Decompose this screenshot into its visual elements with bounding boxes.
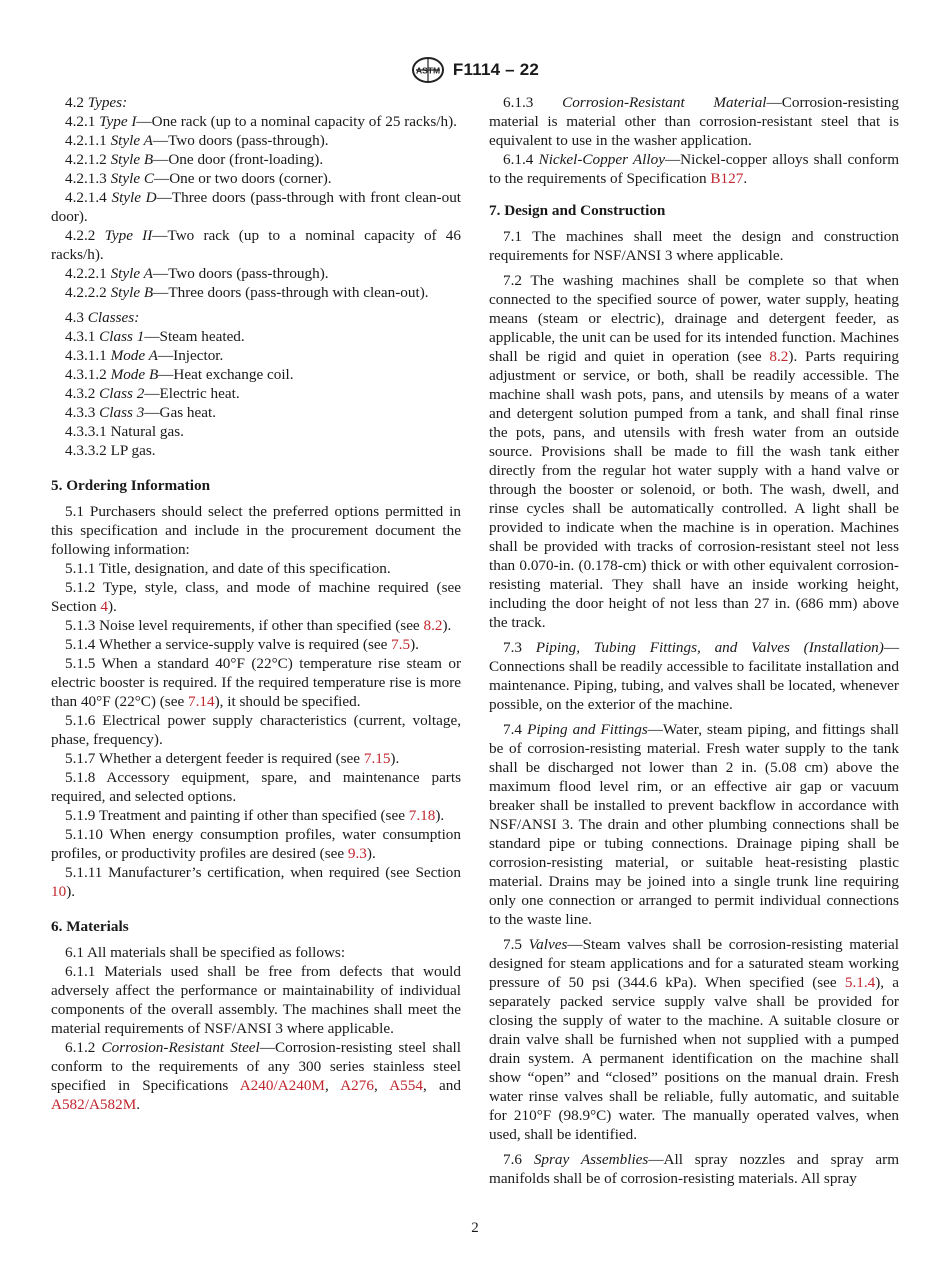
clause-4-2-1-2: 4.2.1.2 Style B—One door (front-loading). <box>65 151 324 168</box>
ref-7-18-link[interactable]: 7.18 <box>408 807 436 824</box>
clause-4-3-1-2: 4.3.1.2 Mode B—Heat exchange coil. <box>65 366 294 383</box>
clause-5-1-11: 5.1.11 Manufacturer’s certification, when required (see Section 10). <box>51 864 461 900</box>
section-6-heading: 6. Materials <box>51 918 129 935</box>
ref-a554-link[interactable]: A554 <box>389 1077 423 1094</box>
clause-4-2-1-1: 4.2.1.1 Style A—Two doors (pass-through). <box>65 132 329 149</box>
clause-5-1: 5.1 Purchasers should select the preferred options permitted in this specification and include in the procurement document the following information: <box>51 503 461 558</box>
clause-4-3-3-2: 4.3.3.2 LP gas. <box>65 442 156 459</box>
clause-6-1-2: 6.1.2 Corrosion-Resistant Steel—Corrosion-resisting steel shall conform to the requirements of any 300 series stainless steel specified in Specifications A240/A240M, A276, A554, and A582/A582M. <box>51 1039 461 1113</box>
svg-text:ASTM: ASTM <box>415 65 440 76</box>
astm-logo-icon <box>411 56 445 84</box>
ref-a582-link[interactable]: A582/A582M <box>51 1096 137 1113</box>
clause-4-2-1-3: 4.2.1.3 Style C—One or two doors (corner). <box>65 170 332 187</box>
clause-4-2-2-2: 4.2.2.2 Style B—Three doors (pass-through with clean-out). <box>65 284 429 301</box>
left-column <box>51 93 461 1114</box>
clause-5-1-7: 5.1.7 Whether a detergent feeder is required (see 7.15). <box>65 750 400 767</box>
clause-7-4: 7.4 Piping and Fittings—Water, steam piping, and fittings shall be of corrosion-resisting material. Fresh water supply to the tank shall be discharged not lower than 2 in. (5.08 cm) above the maximum flood level rim, or an effective air gap or vacuum breaker shall be installed to prevent backflow in accordance with NSF/ANSI 3. The drain and other plumbing connections shall be standard pipe or tubing connections. Drainage piping shall be corrosion-resisting material, or suitable heat-resisting plastic material. Drains may be joined into a single trunk line requiring only one connection or arranged to permit individual connections to the waste line. <box>489 721 900 928</box>
ref-7-5-link[interactable]: 7.5 <box>391 636 411 653</box>
section-7-heading: 7. Design and Construction <box>489 202 666 219</box>
right-column <box>489 93 899 1188</box>
section-5-heading: 5. Ordering Information <box>51 477 211 494</box>
ref-8-2-link[interactable]: 8.2 <box>423 617 443 634</box>
clause-4-2-1: 4.2.1 Type I—One rack (up to a nominal capacity of 25 racks/h). <box>65 113 457 130</box>
clause-4-3-3-1: 4.3.3.1 Natural gas. <box>65 423 184 440</box>
clause-4-2-1-4: 4.2.1.4 Style D—Three doors (pass-through with front clean-out door). <box>51 189 462 225</box>
ref-7-14-link[interactable]: 7.14 <box>188 693 215 710</box>
clause-5-1-3: 5.1.3 Noise level requirements, if other than specified (see 8.2). <box>65 617 452 634</box>
ref-a240-link[interactable]: A240/A240M <box>239 1077 325 1094</box>
clause-6-1-1: 6.1.1 Materials used shall be free from defects that would adversely affect the performance or maintainability of individual components of the overall assembly. The machines shall meet the material requirements of NSF/ANSI 3 where applicable. <box>51 963 461 1037</box>
clause-4-2: 4.2 Types: <box>65 94 128 111</box>
clause-5-1-4: 5.1.4 Whether a service-supply valve is required (see 7.5). <box>65 636 419 653</box>
clause-5-1-9: 5.1.9 Treatment and painting if other than specified (see 7.18). <box>65 807 445 824</box>
clause-5-1-10: 5.1.10 When energy consumption profiles, water consumption profiles, or productivity profiles are desired (see 9.3). <box>51 826 461 862</box>
ref-9-3-link[interactable]: 9.3 <box>347 845 367 862</box>
clause-4-3: 4.3 Classes: <box>65 309 140 326</box>
clause-6-1: 6.1 All materials shall be specified as follows: <box>65 944 346 961</box>
clause-4-2-2-1: 4.2.2.1 Style A—Two doors (pass-through). <box>65 265 329 282</box>
ref-a276-link[interactable]: A276 <box>340 1077 374 1094</box>
clause-5-1-6: 5.1.6 Electrical power supply characteristics (current, voltage, phase, frequency). <box>51 712 461 748</box>
clause-4-3-1-1: 4.3.1.1 Mode A—Injector. <box>65 347 224 364</box>
ref-8-2-link[interactable]: 8.2 <box>769 348 789 365</box>
ref-7-15-link[interactable]: 7.15 <box>363 750 391 767</box>
clause-7-6: 7.6 Spray Assemblies—All spray nozzles and spray arm manifolds shall be of corrosion-resisting materials. All spray <box>489 1151 900 1187</box>
page-number: 2 <box>471 1220 479 1236</box>
clause-4-3-1: 4.3.1 Class 1—Steam heated. <box>65 328 245 345</box>
clause-5-1-2: 5.1.2 Type, style, class, and mode of machine required (see Section 4). <box>51 579 461 615</box>
ref-section-10-link[interactable]: 10 <box>51 883 67 900</box>
clause-4-3-2: 4.3.2 Class 2—Electric heat. <box>65 385 240 402</box>
clause-5-1-1: 5.1.1 Title, designation, and date of this specification. <box>65 560 391 577</box>
clause-7-1: 7.1 The machines shall meet the design and construction requirements for NSF/ANSI 3 where applicable. <box>489 228 899 264</box>
ref-section-4-link[interactable]: 4 <box>100 598 108 615</box>
clause-5-1-8: 5.1.8 Accessory equipment, spare, and maintenance parts required, and selected options. <box>51 769 461 805</box>
clause-7-5: 7.5 Valves—Steam valves shall be corrosion-resisting material designed for steam applications and for a saturated steam working pressure of 50 psi (344.6 kPa). When specified (see 5.1.4), a separately packed service supply valve shall be provided for closing the supply of water to the machine. A suitable closure or drain valve shall be furnished when not supplied with a pumped drain system. A permanent identification on the machine shall show “open” and “closed” positions on the manual drain. Fresh water rinse valves shall be reliable, fully automatic, and suitable for 210°F (98.9°C) water. The manually operated valves, when used, shall be identified. <box>489 936 900 1143</box>
page-header <box>0 56 950 89</box>
ref-b127-link[interactable]: B127 <box>710 170 744 187</box>
clause-5-1-5: 5.1.5 When a standard 40°F (22°C) temperature rise steam or electric booster is required. If the required temperature rise is more than 40°F (22°C) (see 7.14), it should be specified. <box>51 655 461 710</box>
clause-6-1-3: 6.1.3 Corrosion-Resistant Material—Corrosion-resisting material is material other than corrosion-resistant steel that is equivalent to use in the washer application. <box>489 94 899 149</box>
clause-4-2-2: 4.2.2 Type II—Two rack (up to a nominal capacity of 46 racks/h). <box>51 227 461 263</box>
clause-4-3-3: 4.3.3 Class 3—Gas heat. <box>65 404 217 421</box>
ref-5-1-4-link[interactable]: 5.1.4 <box>844 974 876 991</box>
clause-6-1-4: 6.1.4 Nickel-Copper Alloy—Nickel-copper alloys shall conform to the requirements of Specification B127. <box>489 151 900 187</box>
clause-7-3: 7.3 Piping, Tubing Fittings, and Valves (Installation)—Connections shall be readily accessible to facilitate installation and maintenance. Piping, tubing, and valves shall be located, whenever possible, on the exterior of the machine. <box>489 639 900 713</box>
document-code: F1114 – 22 <box>452 60 540 79</box>
clause-7-2: 7.2 The washing machines shall be complete so that when connected to the specified source of power, water supply, heating means (steam or electric), drainage and detergent feeder, as applicable, the unit can be used for its intended function. Machines shall be rigid and quiet in operation (see 8.2). Parts requiring adjustment or service, or both, shall be readily accessible. The machine shall wash pots, pans, and utensils by means of a water and detergent solution pumped from a tank, and shall final rinse the pots, pans, and utensils with fresh water from an outside source. Provisions shall be made to fill the wash tank either directly from the regular hot water supply with a hand valve or through the booster or solenoid, or both. The wash, dwell, and rinse cycles shall be automatically controlled. A light shall be provided to indicate when the machine is in operation. Machines shall be provided with tracks of corrosion-resistant steel not less than 0.070-in. (0.178-cm) thick or with other equivalent corrosion-resisting material. They shall have an inside working height, including the door height of not less than 27 in. (686 mm) above the track. <box>489 272 899 631</box>
